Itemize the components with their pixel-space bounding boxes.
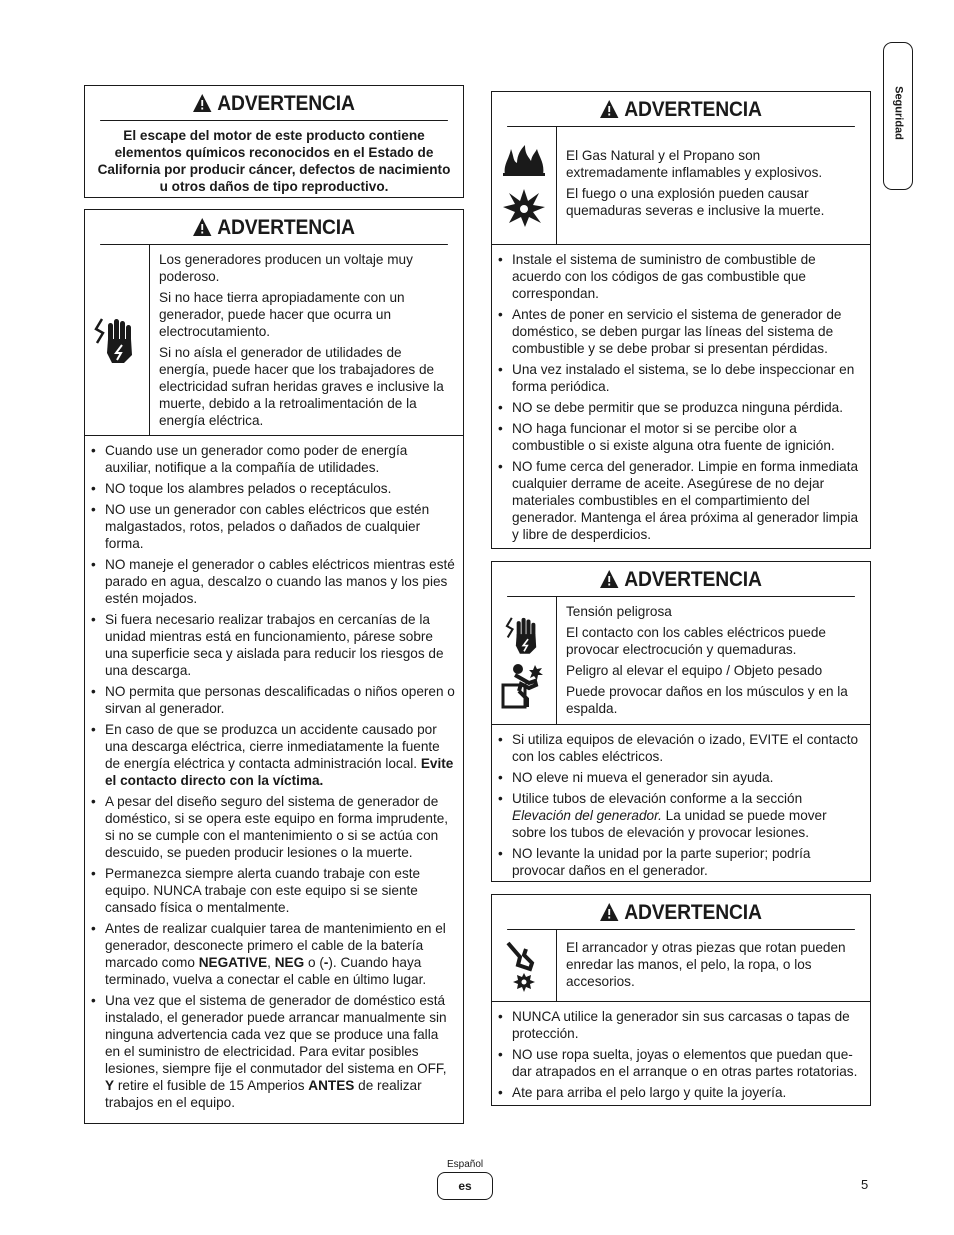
warning-box-fuel [491,91,871,549]
list-item [105,721,457,789]
warning-triangle-icon [600,903,618,921]
heavy-lift-icon [501,661,547,709]
list-item: • NO eleve ni mueva el generador sin ayuda. [512,769,864,786]
hazard-paragraph: Tensión peligrosa [566,604,672,619]
list-item: • NUNCA utilice la generador sin sus carcasas o tapas de protección. [512,1008,864,1042]
fire-icon [501,143,547,177]
list-item-text: La unidad se puede mover sobre los tubos de elevación y provocar lesiones. [512,808,827,840]
hazard-description [557,127,870,244]
rotating-parts-icon [504,939,544,993]
list-item: • Cuando use un generador como poder de energía auxiliar, notifique a la compañía de utilidades. [105,442,457,476]
list-item: • NO se debe permitir que se produzca ninguna pérdida. [512,399,864,416]
language-code: es [458,1178,472,1193]
hazard-row [492,930,870,1002]
hazard-paragraph: Si no hace tierra apropiadamente con un generador, puede hacer que ocurra un electrocutamiento. [159,290,405,339]
instruction-list [492,1002,870,1109]
list-item-text: de realizar trabajos en el equipo. [105,1078,422,1110]
explosion-icon [501,187,547,229]
list-item: • Antes de poner en servicio el sistema de generador de doméstico, se deben purgar las líneas del sistema de combustible y se debe probar si presentan pérdidas. [512,306,864,357]
icon-column [492,930,557,1001]
list-item-emphasis: Y [105,1078,115,1093]
warning-title: ADVERTENCIA [217,91,355,115]
instruction-list [492,245,870,551]
list-item-emphasis: NEGATIVE [198,955,268,970]
list-item: • NO permita que personas descalificadas o niños operen o sirvan al generador. [105,683,457,717]
hazard-paragraph: Puede provocar daños en los músculos y en la espalda. [566,684,848,716]
list-item-emphasis: ANTES [308,1078,355,1093]
list-item: • A pesar del diseño seguro del sistema de generador de doméstico, si se opera este equipo en forma imprudente, si no se cumple con el mantenimiento o si se actúa con descuido, se pueden producir lesiones o la muerte. [105,793,457,861]
warning-box-electrical [84,209,464,1124]
list-item: • NO levante la unidad por la parte superior; podría provocar daños en el generador. [512,845,864,879]
warning-title: ADVERTENCIA [624,97,762,121]
list-item: • Ate para arriba el pelo largo y quite la joyería. [512,1084,864,1101]
hazard-paragraph: El Gas Natural y el Propano son extremadamente inflamables y explosivos. [566,148,823,180]
warning-triangle-icon [193,94,211,112]
instruction-list [492,725,870,887]
list-item: • Instale el sistema de suministro de combustible de acuerdo con los códigos de gas combustible que correspondan. [512,251,864,302]
warning-title: ADVERTENCIA [624,567,762,591]
warning-title: ADVERTENCIA [624,900,762,924]
warning-box-exhaust [84,85,464,198]
list-item: • NO maneje el generador o cables eléctricos mientras esté parado en agua, descalzo o cuando las manos y los pies estén mojados. [105,556,457,607]
hazard-paragraph: Los generadores producen un voltaje muy poderoso. [159,252,413,284]
list-item: • NO use un generador con cables eléctricos que estén malgastados, rotos, pelados o dañados de cualquier forma. [105,501,457,552]
list-item [512,790,864,841]
hazard-paragraph: Si no aísla el generador de utilidades de energía, puede hacer que los trabajadores de electricidad sufran heridas graves e inclusive la muerte, debido a la retroalimentación de la energía eléctrica. [159,345,444,428]
warning-box-voltage-lifting [491,561,871,882]
list-item [105,992,457,1111]
section-tab-label: Seguridad [892,86,905,140]
hazard-paragraph: El arrancador y otras piezas que rotan pueden enredar las manos, el pelo, la ropa, o los accesorios. [566,940,846,989]
page-number: 5 [861,1177,869,1192]
icon-column [85,245,150,435]
list-item-text: o ( [307,955,324,970]
warning-box-rotating-parts [491,894,871,1106]
list-item: • NO haga funcionar el motor si se percibe olor a combustible o si existe alguna otra fuente de ignición. [512,420,864,454]
warning-header [507,895,855,930]
list-item-emphasis: NEG [274,955,305,970]
list-item: • Si utiliza equipos de elevación o izado, EVITE el contacto con los cables eléctricos. [512,731,864,765]
section-reference: Elevación del generador. [512,808,662,823]
warning-header [507,92,855,127]
list-item-text: ). Cuando haya terminado, vuelva a conectar el cable en último lugar. [105,955,427,987]
hazard-paragraph: El contacto con los cables eléctricos puede provocar electrocución y quemaduras. [566,625,826,657]
list-item-emphasis: - [323,955,329,970]
list-item-text: Antes de realizar cualquier tarea de mantenimiento en el generador, desconecte primero el cable de la batería marcado como [105,921,446,970]
electrocution-hand-icon [504,613,544,657]
list-item-text: retire el fusible de 15 Amperios [117,1078,305,1093]
hazard-description [557,930,870,1001]
list-item-text: Una vez que el sistema de generador de doméstico está instalado, el generador puede arrancar manualmente sin ninguna advertencia cada vez que se produce una falla en el suministro de electricidad. Para evitar posibles lesiones, siempre fije el conmutador del sistema en OFF, [105,993,447,1076]
section-tab [883,42,913,190]
list-item: • Una vez instalado el sistema, se lo debe inspeccionar en forma periódica. [512,361,864,395]
list-item-emphasis: Evite el contacto directo con la víctima. [105,756,454,788]
hazard-row [85,245,463,436]
icon-column [492,127,557,244]
hazard-description [557,597,870,724]
list-item-text: , [267,955,271,970]
warning-title: ADVERTENCIA [217,215,355,239]
warning-triangle-icon [600,570,618,588]
list-item: • Permanezca siempre alerta cuando trabaje con este equipo. NUNCA trabaje con este equipo si se siente cansado física o mentalmente. [105,865,457,916]
hazard-paragraph: El fuego o una explosión pueden causar quemaduras severas e inclusive la muerte. [566,186,825,218]
electrocution-hand-icon [94,313,140,367]
list-item: • NO use ropa suelta, joyas o elementos que puedan que-dar atrapados en el arranque o en otras partes rotatorias. [512,1046,864,1080]
exhaust-warning-text: El escape del motor de este producto contiene elementos químicos reconocidos en el Estado de California por producir cáncer, defectos de nacimiento u otros daños de tipo reproductivo. [97,128,451,194]
hazard-description [150,245,463,435]
list-item: • NO toque los alambres pelados o receptáculos. [105,480,457,497]
list-item-text: Utilice tubos de elevación conforme a la sección [512,791,803,806]
hazard-row [492,597,870,725]
warning-header [507,562,855,597]
warning-triangle-icon [600,100,618,118]
list-item-text: En caso de que se produzca un accidente causado por una descarga eléctrica, cierre inmediatamente la fuente de energía eléctrica y contacta administración local. [105,722,440,771]
list-item: • NO fume cerca del generador. Limpie en forma inmediata cualquier derrame de aceite. Asegúrese de no dejar materiales combustibles en el compartimiento del generador. Mantenga el área próxima al generador limpia y libre de desperdicios. [512,458,864,543]
icon-column [492,597,557,724]
language-code-badge [437,1172,493,1200]
hazard-paragraph: Peligro al elevar el equipo / Objeto pesado [566,663,823,678]
warning-header [100,210,448,245]
instruction-list [85,436,463,1119]
warning-triangle-icon [193,218,211,236]
list-item [105,920,457,988]
list-item: • Si fuera necesario realizar trabajos en cercanías de la unidad mientras está en funcionamiento, párese sobre una superficie seca y aislada para reducir los riesgos de una descarga. [105,611,457,679]
warning-header [100,86,448,121]
hazard-row [492,127,870,245]
language-label: Español [447,1159,484,1170]
